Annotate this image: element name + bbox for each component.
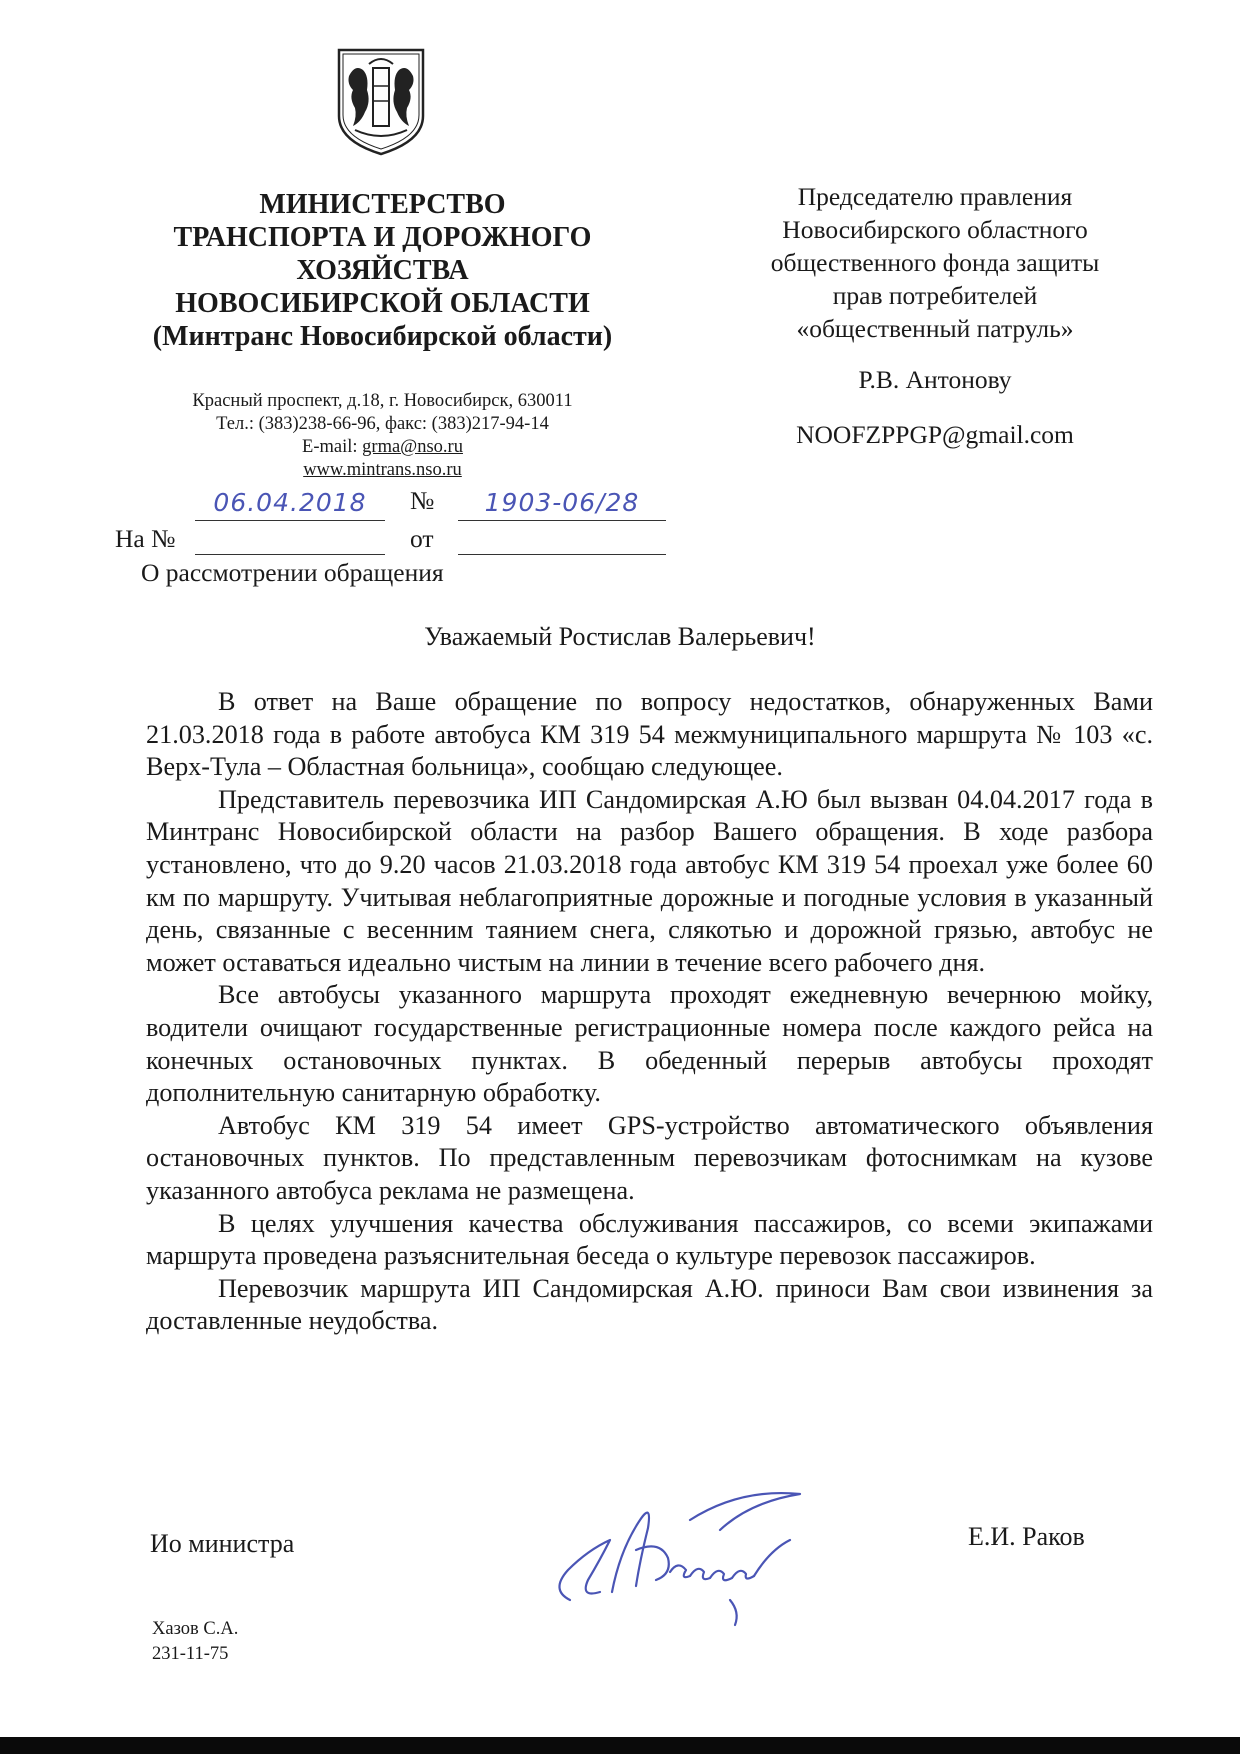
handwritten-signature — [540, 1480, 830, 1630]
signer-title: Ио министра — [150, 1529, 295, 1558]
body-paragraph-4: Автобус КМ 319 54 имеет GPS-устройство автоматического объявления остановочных пунктов. По представленным перевозчикам фотоснимкам на кузове указанного автобуса реклама не размещена. — [146, 1110, 1153, 1205]
recipient-line-2: Новосибирского областного — [782, 215, 1088, 244]
ministry-name-line-2: ТРАНСПОРТА И ДОРОЖНОГО — [173, 222, 592, 253]
reg-date-field — [195, 488, 385, 521]
salutation: Уважаемый Ростислав Валерьевич! — [424, 622, 816, 651]
ministry-name-line-3: ХОЗЯЙСТВА — [296, 255, 469, 286]
ministry-address: Красный проспект, д.18, г. Новосибирск, 630011 — [192, 391, 573, 411]
ref-number-field — [195, 524, 385, 555]
body-paragraph-3: Все автобусы указанного маршрута проходят ежедневную вечернюю мойку, водители очищают государственные регистрационные номера после каждого рейса на конечных остановочных пунктах. В обеденный перерыв автобусы проходят дополнительную санитарную обработку. — [146, 980, 1153, 1108]
recipient-block — [690, 180, 1180, 451]
body-paragraph-5: В целях улучшения качества обслуживания пассажиров, со всеми экипажами маршрута проведена разъяснительная беседа о культуре перевозок пассажиров. — [146, 1208, 1153, 1271]
ministry-phone: Тел.: (383)238-66-96, факс: (383)217-94-14 — [216, 414, 549, 434]
reg-number-handwritten: 1903-06/28 — [484, 488, 640, 517]
ministry-header — [120, 188, 645, 353]
executor-phone: 231-11-75 — [152, 1644, 229, 1664]
executor-name: Хазов С.А. — [152, 1619, 239, 1639]
email-label: E-mail: — [302, 437, 363, 457]
recipient-name: Р.В. Антонову — [858, 365, 1012, 394]
body-paragraph-2: Представитель перевозчика ИП Сандомирская А.Ю был вызван 04.04.2017 года в Минтранс Новосибирской области на разбор Вашего обращения. В ходе разбора установлено, что до 9.20 часов 21.03.2018 года автобус КМ 319 54 проехал уже более 60 км по маршруту. Учитывая неблагоприятные дорожные и погодные условия в указанный день, связанные с весенним таянием снега, слякотью и дорожной грязью, автобус не может оставаться идеально чистым на линии в течение всего рабочего дня. — [146, 784, 1153, 977]
recipient-line-1: Председателю правления — [797, 182, 1073, 211]
signer-name: Е.И. Раков — [968, 1522, 1085, 1551]
recipient-line-4: прав потребителей — [832, 281, 1038, 310]
ministry-email-line — [120, 436, 645, 459]
letter-subject: О рассмотрении обращения — [141, 558, 444, 587]
ministry-short-name: (Минтранс Новосибирской области) — [152, 321, 613, 352]
ministry-name-line-1: МИНИСТЕРСТВО — [259, 189, 506, 220]
body-paragraph-6: Перевозчик маршрута ИП Сандомирская А.Ю. приноси Вам свои извинения за доставленные неудобства. — [146, 1273, 1153, 1336]
recipient-line-5: «общественный патруль» — [796, 314, 1074, 343]
ref-date-field — [458, 524, 666, 555]
reg-number-label: № — [410, 486, 435, 515]
coat-of-arms-icon — [335, 46, 427, 158]
ministry-email[interactable]: grma@nso.ru — [362, 437, 463, 457]
reg-date-handwritten: 06.04.2018 — [213, 488, 367, 517]
letter-body — [146, 686, 1153, 1338]
scan-bottom-edge — [0, 1737, 1240, 1754]
recipient-line-3: общественного фонда защиты — [770, 248, 1100, 277]
ministry-website[interactable]: www.mintrans.nso.ru — [303, 460, 462, 480]
ministry-name-line-4: НОВОСИБИРСКОЙ ОБЛАСТИ — [175, 288, 590, 319]
executor-info — [152, 1617, 238, 1667]
recipient-email: NOOFZPPGP@gmail.com — [796, 420, 1074, 449]
ref-number-label: На № — [115, 524, 176, 553]
ministry-contacts — [120, 390, 645, 482]
ref-from-label: от — [410, 524, 434, 553]
reg-number-field — [458, 488, 666, 521]
body-paragraph-1: В ответ на Ваше обращение по вопросу недостатков, обнаруженных Вами 21.03.2018 года в работе автобуса КМ 319 54 межмуниципального маршрута № 103 «с. Верх-Тула – Областная больница», сообщаю следующее. — [146, 687, 1153, 782]
